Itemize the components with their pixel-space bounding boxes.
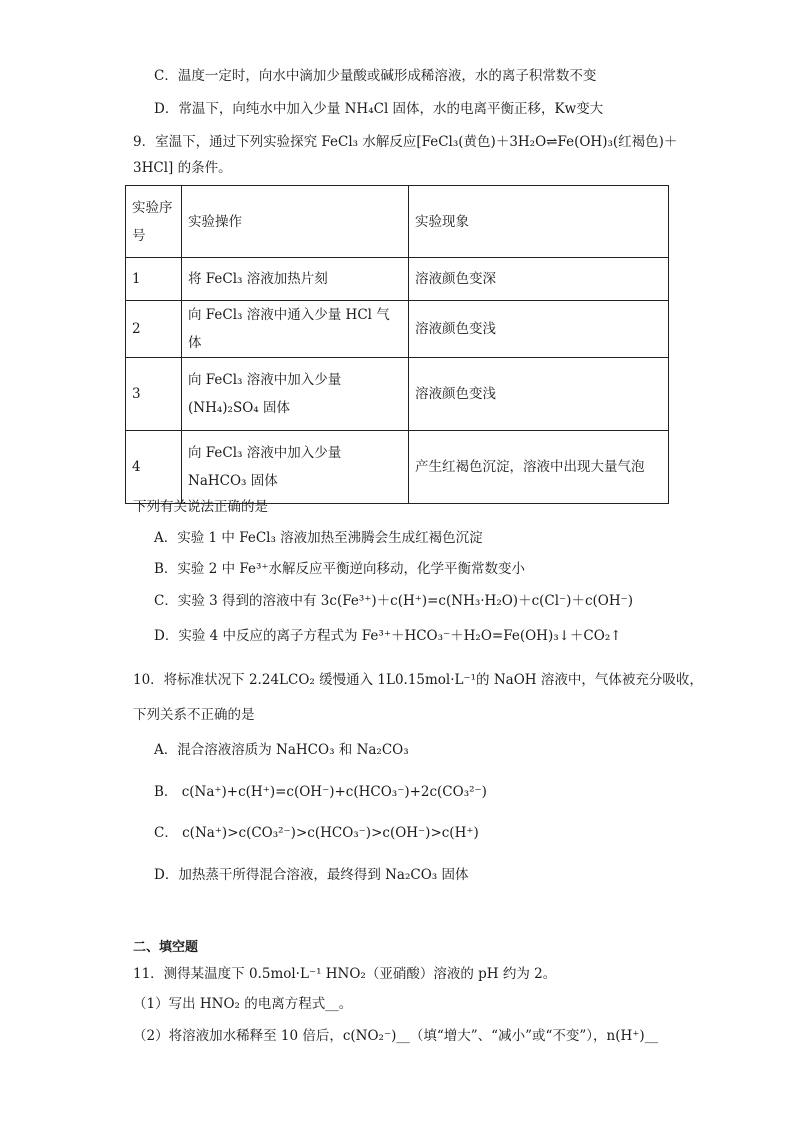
table-row <box>126 258 669 301</box>
table-row <box>126 301 669 358</box>
q11-part2: （2）将溶液加水稀释至 10 倍后，c(NO₂⁻)__（填“增大”、“减小”或“不变”），n(H⁺)__ <box>133 1028 659 1044</box>
q9-option-b: B．实验 2 中 Fe³⁺水解反应平衡逆向移动，化学平衡常数变小 <box>154 561 526 577</box>
table-header-cell: 实验现象 <box>409 186 669 258</box>
table-cell: 3 <box>126 358 182 431</box>
table-cell: 1 <box>126 258 182 301</box>
table-cell: 向 FeCl₃ 溶液中加入少量(NH₄)₂SO₄ 固体 <box>182 358 409 431</box>
table-cell: 4 <box>126 431 182 504</box>
q10-option-a: A．混合溶液溶质为 NaHCO₃ 和 Na₂CO₃ <box>154 742 409 758</box>
q10-option-d: D．加热蒸干所得混合溶液，最终得到 Na₂CO₃ 固体 <box>154 867 469 883</box>
q11-part1: （1）写出 HNO₂ 的电离方程式__。 <box>133 996 353 1012</box>
table-cell: 溶液颜色变浅 <box>409 358 669 431</box>
q10-stem-line2: 下列关系不正确的是 <box>133 707 255 723</box>
table-header-cell: 实验操作 <box>182 186 409 258</box>
table-cell: 溶液颜色变深 <box>409 258 669 301</box>
table-cell: 将 FeCl₃ 溶液加热片刻 <box>182 258 409 301</box>
q8-option-d: D．常温下，向纯水中加入少量 NH₄Cl 固体，水的电离平衡正移，Kw变大 <box>154 101 604 117</box>
table-cell: 产生红褐色沉淀，溶液中出现大量气泡 <box>409 431 669 504</box>
q9-option-a: A．实验 1 中 FeCl₃ 溶液加热至沸腾会生成红褐色沉淀 <box>154 530 483 546</box>
table-cell: 向 FeCl₃ 溶液中通入少量 HCl 气体 <box>182 301 409 358</box>
q10-stem-line1: 10．将标准状况下 2.24LCO₂ 缓慢通入 1L0.15mol·L⁻¹的 NaOH 溶液中，气体被充分吸收， <box>133 672 703 688</box>
table-cell: 溶液颜色变浅 <box>409 301 669 358</box>
q10-option-b: B． c(Na⁺)+c(H⁺)=c(OH⁻)+c(HCO₃⁻)+2c(CO₃²⁻) <box>154 784 487 800</box>
section-heading: 二、填空题 <box>133 940 199 955</box>
table-cell: 2 <box>126 301 182 358</box>
q10-option-c: C． c(Na⁺)>c(CO₃²⁻)>c(HCO₃⁻)>c(OH⁻)>c(H⁺) <box>154 825 479 841</box>
q9-stem-line1: 9．室温下，通过下列实验探究 FeCl₃ 水解反应[FeCl₃(黄色)＋3H₂O⇌Fe(OH)₃(红褐色)＋ <box>133 134 678 150</box>
table-row <box>126 431 669 504</box>
q9-stem-line2: 3HCl] 的条件。 <box>133 160 232 176</box>
table-header-cell: 实验序号 <box>126 186 182 258</box>
q8-option-c: C．温度一定时，向水中滴加少量酸或碱形成稀溶液，水的离子积常数不变 <box>154 68 597 84</box>
q11-stem: 11．测得某温度下 0.5mol·L⁻¹ HNO₂（亚硝酸）溶液的 pH 约为 2。 <box>133 966 557 982</box>
table-header-row <box>126 186 669 258</box>
table-cell: 向 FeCl₃ 溶液中加入少量 NaHCO₃ 固体 <box>182 431 409 504</box>
q9-option-d: D．实验 4 中反应的离子方程式为 Fe³⁺＋HCO₃⁻＋H₂O=Fe(OH)₃↓＋CO₂↑ <box>154 628 622 644</box>
experiment-table <box>125 185 669 504</box>
q9-ask: 下列有关说法正确的是 <box>133 499 268 515</box>
table-row <box>126 358 669 431</box>
q9-option-c: C．实验 3 得到的溶液中有 3c(Fe³⁺)＋c(H⁺)=c(NH₃·H₂O)＋c(Cl⁻)＋c(OH⁻) <box>154 593 633 609</box>
